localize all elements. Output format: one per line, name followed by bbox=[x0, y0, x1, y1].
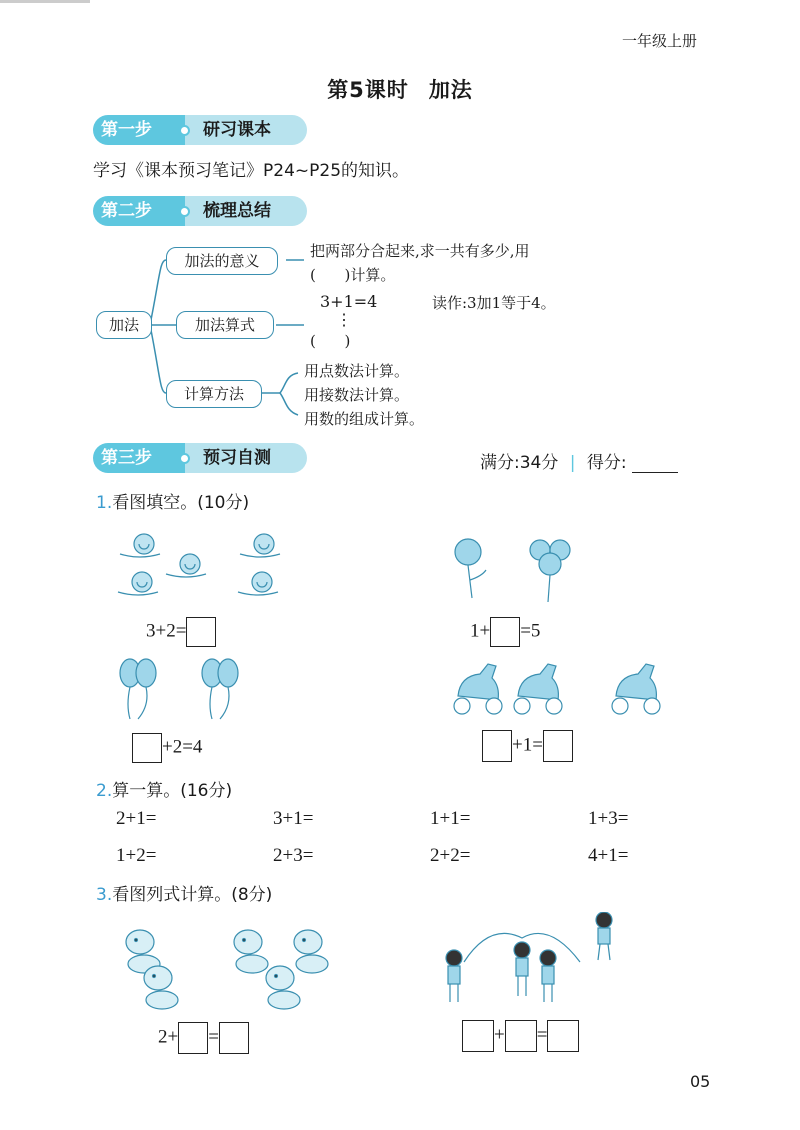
q2-title bbox=[96, 776, 232, 801]
grade-label: 一年级上册 bbox=[622, 32, 698, 50]
step3-label: 第三步 bbox=[93, 443, 189, 473]
meaning-line1: 把两部分合起来,求一共有多少,用 bbox=[310, 242, 530, 260]
mindmap-node-method: 计算方法 bbox=[166, 380, 262, 408]
q3-eq-a-equals: = bbox=[208, 1026, 219, 1048]
q2-number: 2. bbox=[96, 781, 113, 801]
answer-box[interactable] bbox=[178, 1022, 208, 1054]
q2-text: 算一算。(16分) bbox=[112, 781, 233, 801]
snails-image bbox=[110, 528, 290, 608]
mindmap-node-meaning: 加法的意义 bbox=[166, 247, 278, 275]
q1-eq-d-mid: +1= bbox=[512, 734, 543, 756]
score-label: 得分: bbox=[586, 453, 627, 473]
answer-box[interactable] bbox=[505, 1020, 537, 1052]
q1-number: 1. bbox=[96, 493, 113, 513]
roses-image bbox=[440, 536, 590, 606]
step2-name: 梳理总结 bbox=[185, 196, 307, 226]
score-input[interactable] bbox=[632, 455, 678, 473]
step3-name: 预习自测 bbox=[185, 443, 307, 473]
step1-name: 研习课本 bbox=[185, 115, 307, 145]
q1-title bbox=[96, 488, 249, 513]
step1-label: 第一步 bbox=[93, 115, 189, 145]
answer-box[interactable] bbox=[547, 1020, 579, 1052]
calc-item: 1+1= bbox=[430, 808, 471, 829]
formula-example: 3+1=4 bbox=[320, 292, 378, 311]
page-title bbox=[0, 74, 800, 104]
puppies-image bbox=[110, 922, 330, 1012]
q1-eq-b-left: 1+ bbox=[470, 620, 491, 642]
step1-banner bbox=[93, 115, 313, 145]
calc-item: 2+1= bbox=[116, 808, 157, 829]
score-area bbox=[480, 448, 678, 473]
formula-blank: ( ) bbox=[310, 332, 351, 350]
q3-eq-a bbox=[158, 1022, 249, 1054]
calc-item: 1+2= bbox=[116, 845, 157, 866]
lesson-topic: 加法 bbox=[428, 78, 473, 102]
mindmap-node-formula: 加法算式 bbox=[176, 311, 274, 339]
calc-item: 1+3= bbox=[588, 808, 629, 829]
step2-dot bbox=[179, 206, 190, 217]
header-rule bbox=[0, 0, 90, 3]
answer-box[interactable] bbox=[543, 730, 573, 762]
q3-eq-b-plus: + bbox=[494, 1024, 505, 1046]
calc-item: 4+1= bbox=[588, 845, 629, 866]
method-3: 用数的组成计算。 bbox=[304, 410, 425, 428]
answer-box[interactable] bbox=[132, 733, 162, 763]
jump-rope-image bbox=[430, 912, 640, 1012]
q1-eq-d bbox=[482, 730, 573, 762]
q3-text: 看图列式计算。(8分) bbox=[112, 885, 273, 905]
q1-text: 看图填空。(10分) bbox=[112, 493, 250, 513]
calc-item: 2+3= bbox=[273, 845, 314, 866]
method-1: 用点数法计算。 bbox=[304, 362, 410, 380]
step1-dot bbox=[179, 125, 190, 136]
q3-number: 3. bbox=[96, 885, 113, 905]
page-number: 05 bbox=[690, 1072, 711, 1091]
step1-text: 学习《课本预习笔记》P24~P25的知识。 bbox=[93, 161, 410, 181]
step2-banner bbox=[93, 196, 313, 226]
q1-eq-b bbox=[470, 617, 540, 647]
q3-title bbox=[96, 880, 272, 905]
scooters-image bbox=[450, 656, 670, 721]
meaning-line2: ( )计算。 bbox=[310, 266, 396, 284]
q1-eq-a-text: 3+2= bbox=[146, 620, 187, 642]
q3-eq-b bbox=[462, 1020, 579, 1052]
formula-dots: ⋮ bbox=[336, 310, 352, 329]
calc-item: 2+2= bbox=[430, 845, 471, 866]
step2-label: 第二步 bbox=[93, 196, 189, 226]
mindmap-root: 加法 bbox=[96, 311, 152, 339]
balloons-image bbox=[116, 655, 256, 725]
q3-eq-a-left: 2+ bbox=[158, 1026, 179, 1048]
method-2: 用接数法计算。 bbox=[304, 386, 410, 404]
q1-eq-b-right: =5 bbox=[520, 620, 541, 642]
formula-read-as: 读作:3加1等于4。 bbox=[432, 294, 556, 312]
score-divider: | bbox=[569, 453, 576, 473]
step3-dot bbox=[179, 453, 190, 464]
q1-eq-a bbox=[146, 617, 216, 647]
q1-eq-c bbox=[132, 733, 202, 763]
lesson-number: 第5课时 bbox=[327, 78, 409, 102]
answer-box[interactable] bbox=[482, 730, 512, 762]
answer-box[interactable] bbox=[462, 1020, 494, 1052]
answer-box[interactable] bbox=[490, 617, 520, 647]
answer-box[interactable] bbox=[186, 617, 216, 647]
answer-box[interactable] bbox=[219, 1022, 249, 1054]
q1-eq-c-right: +2=4 bbox=[162, 736, 203, 758]
full-score: 满分:34分 bbox=[480, 453, 559, 473]
q3-eq-b-equals: = bbox=[536, 1024, 548, 1046]
calc-item: 3+1= bbox=[273, 808, 314, 829]
step3-banner bbox=[93, 443, 313, 473]
